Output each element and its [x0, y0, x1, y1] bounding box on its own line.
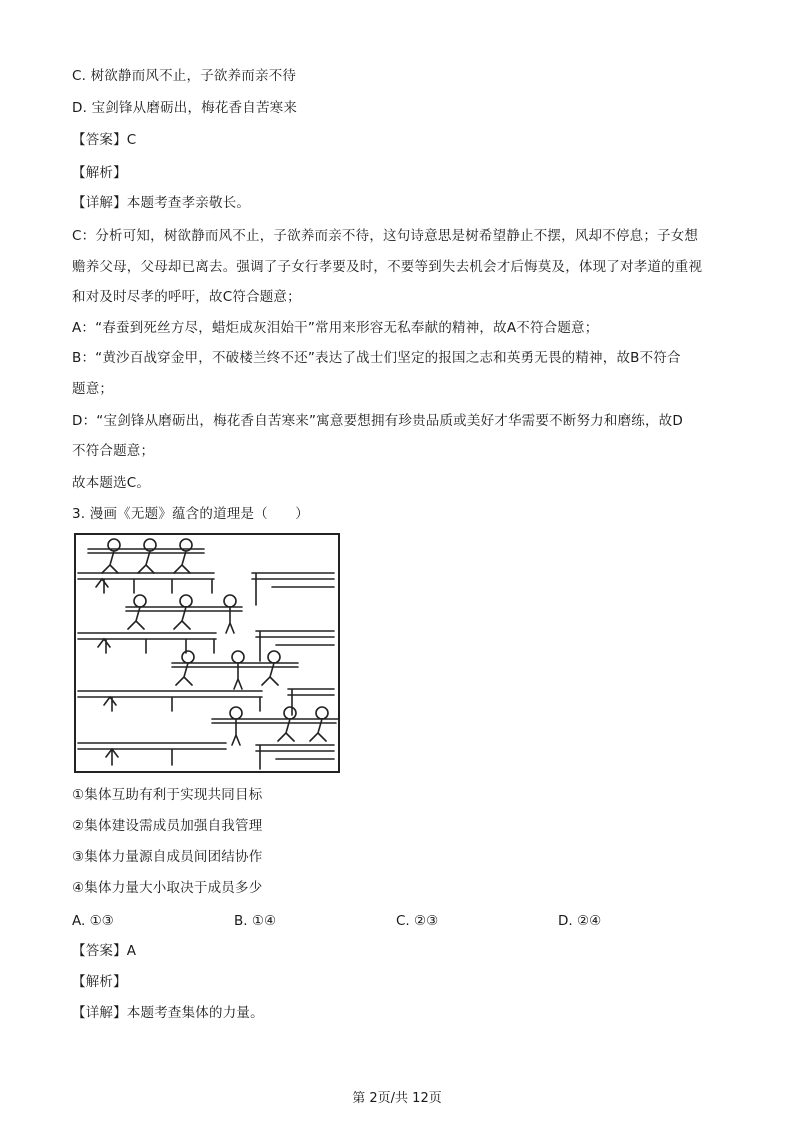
answer-label: 【答案】C — [72, 132, 137, 148]
explanation-d-line1: D：“宝剑锋从磨砺出，梅花香自苦寒来”寓意要想拥有珍贵品质或美好才华需要不断努力和磨练，故D — [72, 413, 683, 429]
choice-a: A. ①③ — [72, 913, 114, 929]
analysis-label: 【解析】 — [72, 165, 127, 181]
choice-b: B. ①④ — [234, 913, 277, 929]
cartoon-drawing — [76, 535, 338, 771]
detail-text: 【详解】本题考查孝亲敬长。 — [72, 195, 251, 211]
explanation-c-line3: 和对及时尽孝的呼吁，故C符合题意； — [72, 289, 301, 305]
explanation-b-line1: B：“黄沙百战穿金甲，不破楼兰终不还”表达了战士们坚定的报国之志和英勇无畏的精神，故B不符合 — [72, 350, 681, 366]
explanation-d-line2: 不符合题意； — [72, 443, 155, 459]
cartoon-image — [74, 533, 340, 773]
statement-4: ④集体力量大小取决于成员多少 — [72, 880, 263, 896]
option-c-text: C. 树欲静而风不止，子欲养而亲不待 — [72, 68, 297, 84]
explanation-b-line2: 题意； — [72, 381, 114, 397]
statement-1: ①集体互助有利于实现共同目标 — [72, 787, 263, 803]
explanation-a: A：“春蚕到死丝方尽，蜡炬成灰泪始干”常用来形容无私奉献的精神，故A不符合题意； — [72, 320, 599, 336]
answer-label-2: 【答案】A — [72, 943, 137, 959]
statement-3: ③集体力量源自成员间团结协作 — [72, 849, 263, 865]
option-d-text: D. 宝剑锋从磨砺出，梅花香自苦寒来 — [72, 100, 298, 116]
detail-text-2: 【详解】本题考查集体的力量。 — [72, 1005, 264, 1021]
question-3-stem: 3. 漫画《无题》蕴含的道理是（ ） — [72, 506, 309, 522]
choice-d: D. ②④ — [558, 913, 602, 929]
explanation-c-line1: C：分析可知，树欲静而风不止，子欲养而亲不待，这句诗意思是树希望静止不摆，风却不停息；子女想 — [72, 228, 699, 244]
explanation-c-line2: 赡养父母，父母却已离去。强调了子女行孝要及时，不要等到失去机会才后悔莫及，体现了对孝道的重视 — [72, 259, 703, 275]
page-footer: 第 2页/共 12页 — [352, 1091, 442, 1106]
choice-c: C. ②③ — [396, 913, 439, 929]
statement-2: ②集体建设需成员加强自我管理 — [72, 818, 263, 834]
conclusion-text: 故本题选C。 — [72, 475, 151, 491]
analysis-label-2: 【解析】 — [72, 974, 127, 990]
